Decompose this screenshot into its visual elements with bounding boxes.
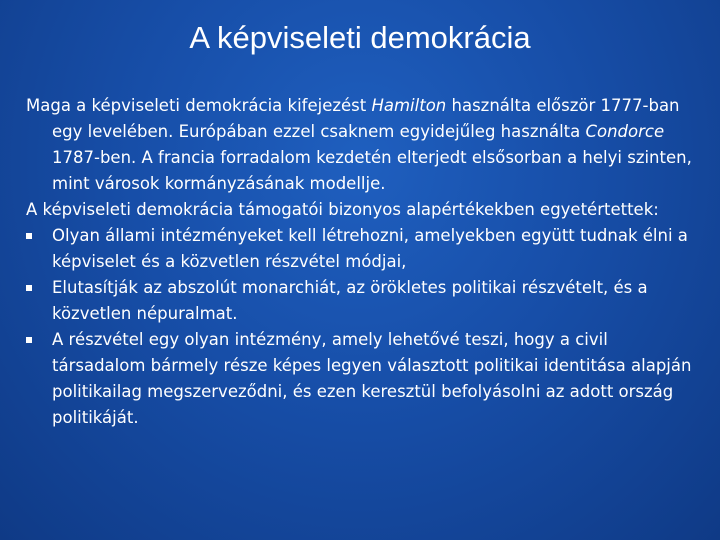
bullet-text: Elutasítják az abszolút monarchiát, az örökletes politikai részvételt, és a közvetlen népuralmat.	[52, 278, 648, 323]
slide-title: A képviseleti demokrácia	[189, 20, 531, 55]
bullet-item	[26, 327, 698, 431]
lead-paragraph: A képviseleti demokrácia támogatói bizonyos alapértékekben egyetértettek:	[26, 200, 659, 219]
intro-paragraph	[26, 93, 698, 197]
bullet-item	[26, 275, 698, 327]
intro-name-condorce: Condorce	[585, 122, 665, 141]
bullet-text: A részvétel egy olyan intézmény, amely lehetővé teszi, hogy a civil társadalom bármely része képes legyen választott politikai identitása alapján politikailag megszerveződni, és ezen keresztül befolyásolni az adott ország politikáját.	[52, 330, 692, 427]
intro-text-2: használta először 1777-ban egy levelében. Európában ezzel csaknem egyidejűleg használta	[52, 96, 680, 141]
square-bullet-icon	[26, 233, 32, 239]
slide-body	[26, 93, 698, 431]
intro-name-hamilton: Hamilton	[371, 96, 447, 115]
bullet-text: Olyan állami intézményeket kell létrehozni, amelyekben együtt tudnak élni a képviselet és a közvetlen részvétel módjai,	[52, 226, 688, 271]
bullet-item	[26, 223, 698, 275]
square-bullet-icon	[26, 337, 32, 343]
square-bullet-icon	[26, 285, 32, 291]
intro-text-1: Maga a képviseleti demokrácia kifejezést	[26, 96, 372, 115]
intro-text-3: 1787-ben. A francia forradalom kezdetén elterjedt elsősorban a helyi szinten, mint városok kormányzásának modellje.	[52, 148, 692, 193]
